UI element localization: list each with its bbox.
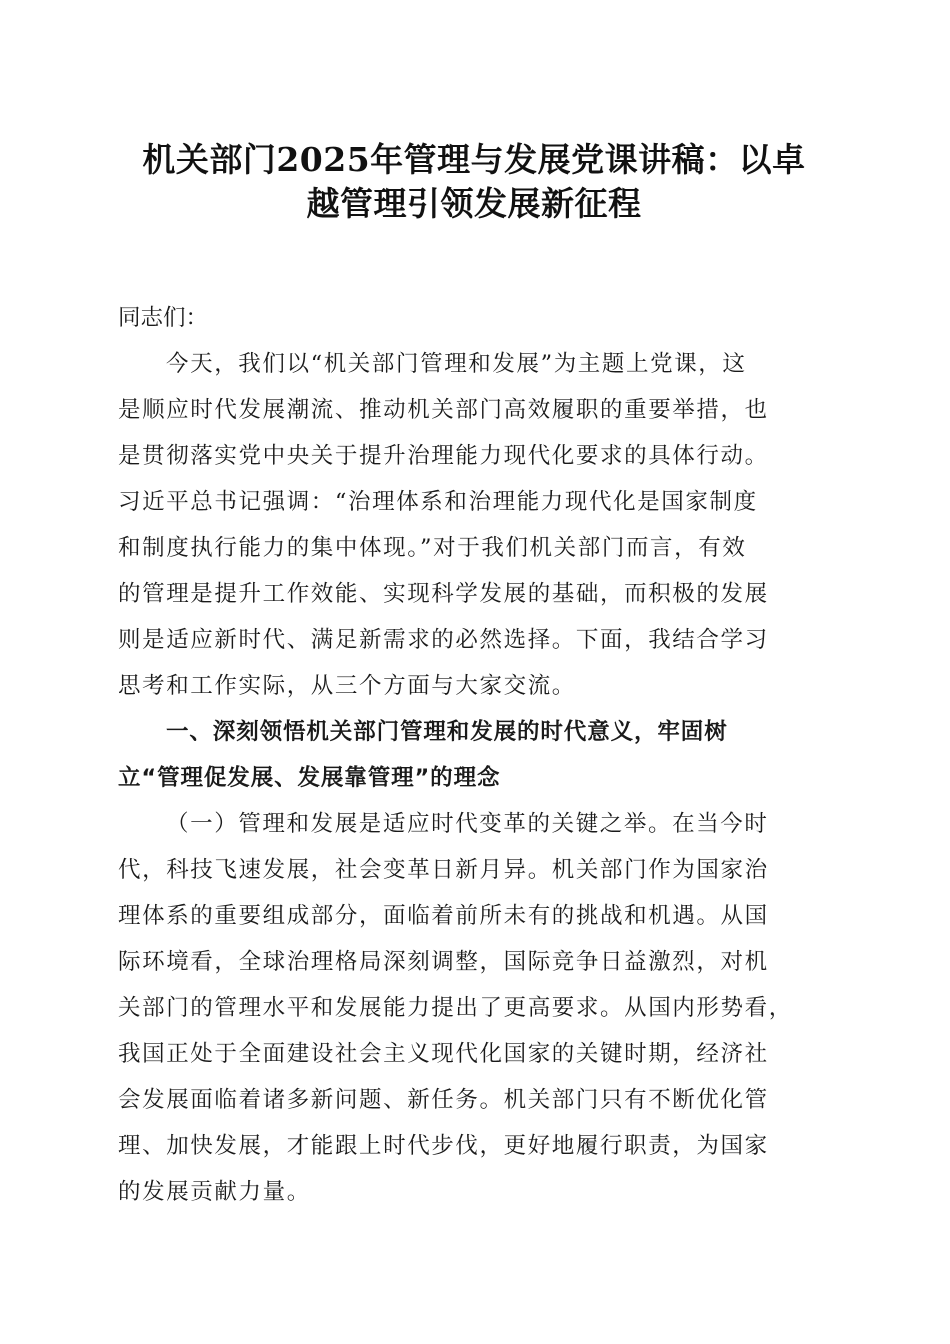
paragraph-line: 今天，我们以“机关部门管理和发展”为主题上党课，这	[166, 351, 747, 377]
section-heading-1	[118, 709, 830, 801]
paragraph-line: 理、加快发展，才能跟上时代步伐，更好地履行职责，为国家	[118, 1133, 769, 1159]
title-line-1: 机关部门2025年管理与发展党课讲稿：以卓	[142, 140, 806, 179]
paragraph-line: 是顺应时代发展潮流、推动机关部门高效履职的重要举措，也	[118, 397, 769, 423]
paragraph-line: 代，科技飞速发展，社会变革日新月异。机关部门作为国家治	[118, 857, 769, 883]
paragraph-line: 际环境看，全球治理格局深刻调整，国际竞争日益激烈，对机	[118, 949, 769, 975]
paragraph-line: 习近平总书记强调：“治理体系和治理能力现代化是国家制度	[118, 489, 758, 515]
paragraph-line: 我国正处于全面建设社会主义现代化国家的关键时期，经济社	[118, 1041, 769, 1067]
subsection-first-tail: 在当今时	[672, 811, 769, 837]
paragraph-line: 理体系的重要组成部分，面临着前所未有的挑战和机遇。从国	[118, 903, 769, 929]
document-page	[118, 0, 830, 1215]
paragraph-line: 是贯彻落实党中央关于提升治理能力现代化要求的具体行动。	[118, 443, 769, 469]
subsection-lead: （一）管理和发展是适应时代变革的关键之举。	[166, 811, 673, 837]
title-line-2: 越管理引领发展新征程	[306, 184, 642, 223]
heading-line: 立“管理促发展、发展靠管理”的理念	[118, 765, 501, 791]
paragraph-line	[118, 801, 830, 847]
paragraph-line: 关部门的管理水平和发展能力提出了更高要求。从国内形势看，	[118, 995, 793, 1021]
paragraph-line: 和制度执行能力的集中体现。”对于我们机关部门而言，有效	[118, 535, 747, 561]
paragraph-line: 思考和工作实际，从三个方面与大家交流。	[118, 673, 576, 699]
paragraph-line: 会发展面临着诸多新问题、新任务。机关部门只有不断优化管	[118, 1087, 769, 1113]
paragraph-line: 的发展贡献力量。	[118, 1179, 311, 1205]
salutation: 同志们：	[118, 305, 209, 331]
intro-paragraph	[118, 341, 830, 709]
document-title	[118, 138, 830, 226]
subsection-1-paragraph	[118, 801, 830, 1215]
paragraph-line: 则是适应新时代、满足新需求的必然选择。下面，我结合学习	[118, 627, 769, 653]
heading-line: 一、深刻领悟机关部门管理和发展的时代意义，牢固树	[166, 719, 728, 745]
paragraph-line: 的管理是提升工作效能、实现科学发展的基础，而积极的发展	[118, 581, 769, 607]
